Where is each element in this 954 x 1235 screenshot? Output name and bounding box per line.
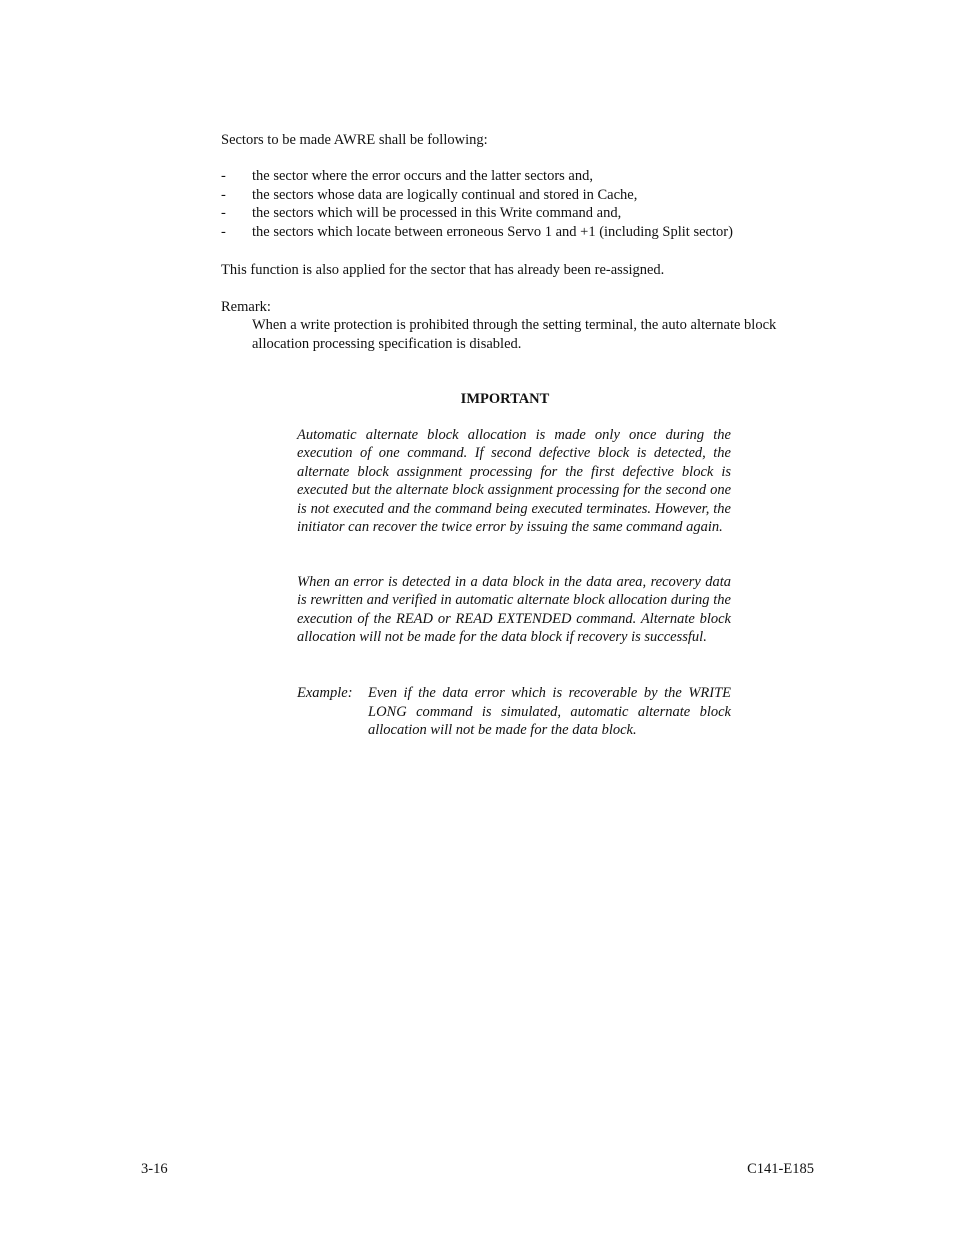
- bullet-dash: -: [221, 205, 226, 222]
- applied-note: This function is also applied for the sector that has already been re-assigned.: [221, 262, 665, 278]
- sector-list: [221, 167, 821, 242]
- document-id: C141-E185: [747, 1161, 814, 1177]
- list-item: [221, 204, 821, 223]
- important-paragraph-1: Automatic alternate block allocation is made only once during the execution of one command. If second defective block is detected, the alternate block assignment processing for the first defective block is executed but the alternate block assignment processing for the second one is not executed and the command being executed terminates. However, the initiator can recover the twice error by issuing the same command again.: [297, 427, 731, 536]
- example-text: Even if the data error which is recoverable by the WRITE LONG command is simulated, automatic alternate block allocation will not be made for the data block.: [368, 685, 731, 738]
- example-block: [297, 684, 731, 740]
- list-item: [221, 223, 821, 242]
- important-heading: IMPORTANT: [460, 391, 550, 407]
- list-item-text: the sectors which will be processed in this Write command and,: [252, 205, 622, 222]
- remark-title: Remark:: [221, 299, 271, 315]
- important-paragraph-2: When an error is detected in a data block in the data area, recovery data is rewritten and verified in automatic alternate block allocation during the execution of the READ or READ EXTENDED command. Alternate block allocation will not be made for the data block if recovery is successful.: [297, 574, 731, 646]
- list-item-text: the sectors whose data are logically continual and stored in Cache,: [252, 186, 638, 203]
- page-number: 3-16: [141, 1161, 168, 1177]
- example-label: Example:: [297, 685, 353, 701]
- bullet-dash: -: [221, 224, 226, 241]
- bullet-dash: -: [221, 186, 226, 203]
- list-item: [221, 186, 821, 205]
- bullet-dash: -: [221, 168, 226, 184]
- remark-body: When a write protection is prohibited through the setting terminal, the auto alternate block allocation processing specification is disabled.: [252, 317, 777, 352]
- list-item: [221, 167, 821, 186]
- intro-text: Sectors to be made AWRE shall be following:: [221, 132, 488, 148]
- list-item-text: the sector where the error occurs and the latter sectors and,: [252, 168, 593, 184]
- list-item-text: the sectors which locate between erroneous Servo 1 and +1 (including Split sector): [252, 224, 733, 241]
